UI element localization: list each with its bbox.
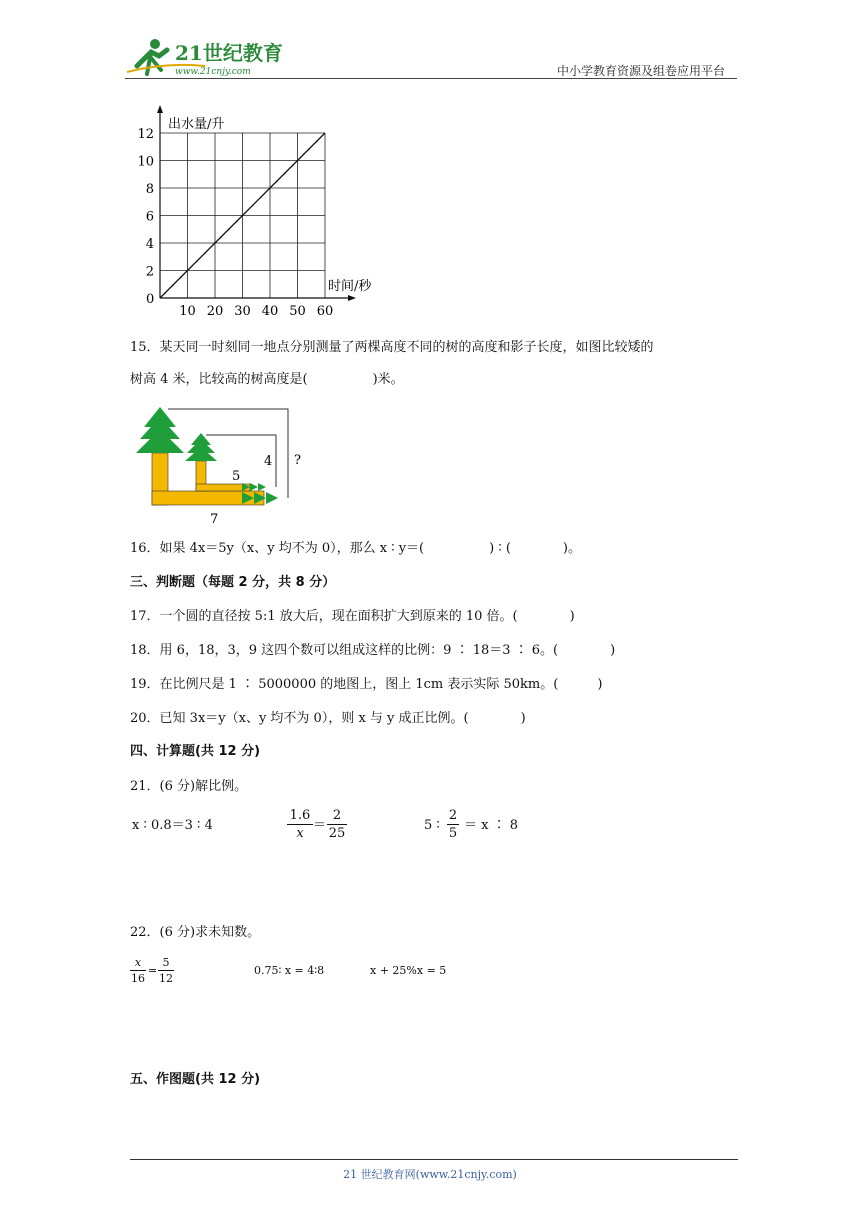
q21-eq3-fraction: 2 5 <box>448 808 458 841</box>
water-output-chart <box>130 100 390 315</box>
q21-eq3-left: 5 ∶ <box>424 818 440 833</box>
q22-equation-2: 0.75∶ x = 4∶8 <box>254 964 325 977</box>
x-tick-label: 10 <box>179 304 196 315</box>
q21-eq3-right: ＝ x ∶ 8 <box>464 818 518 833</box>
short-tree <box>185 433 266 491</box>
q19-text: 19．在比例尺是 1 ∶ 5000000 的地图上，图上 1cm 表示实际 50km。( ) <box>130 677 603 692</box>
q22-equation-3: x + 25%x = 5 <box>370 964 447 977</box>
footer-text[interactable]: 21 世纪教育网(www.21cnjy.com) <box>343 1168 517 1181</box>
y-tick-label: 12 <box>137 127 154 142</box>
section4-heading: 四、计算题(共 12 分) <box>130 744 261 759</box>
y-tick-label: 2 <box>145 264 154 280</box>
platform-name: 中小学教育资源及组卷应用平台 <box>556 64 725 78</box>
logo-url: www.21cnjy.com <box>175 67 251 77</box>
x-tick-label: 40 <box>261 304 279 315</box>
x-tick-label: 30 <box>234 304 251 315</box>
logo-text: 21世纪教育 <box>175 41 283 65</box>
y-axis-label: 出水量/升 <box>168 117 225 132</box>
origin-label: 0 <box>146 292 155 307</box>
q15-text-line2: 树高 4 米，比较高的树高度是( )米。 <box>130 372 404 387</box>
y-tick-label: 6 <box>145 209 154 225</box>
site-logo[interactable] <box>125 36 295 80</box>
q22-title: 22．(6 分)求未知数。 <box>130 925 261 940</box>
q16-text: 16．如果 4x＝5y（x、y 均不为 0），那么 x ∶ y＝( ) ∶ ( )。 <box>130 541 581 556</box>
q21-equation-1: x ∶ 0.8＝3 ∶ 4 <box>132 818 213 833</box>
q21-eq2-equals: ＝ <box>313 818 327 833</box>
q21-eq2-left-fraction: 1.6 x <box>287 808 313 841</box>
x-tick-label: 60 <box>316 304 334 315</box>
height-4: 4 <box>264 454 273 469</box>
trees-shadow-figure <box>130 405 320 530</box>
q22-eq1-equals: = <box>148 964 158 977</box>
y-axis-arrow-icon <box>157 105 163 113</box>
q21-eq2-right-fraction: 2 25 <box>328 808 346 841</box>
q20-text: 20．已知 3x＝y（x、y 均不为 0），则 x 与 y 成正比例。( ) <box>130 711 526 726</box>
x-tick-label: 20 <box>206 304 224 315</box>
header-divider <box>125 78 737 79</box>
q21-title: 21．(6 分)解比例。 <box>130 779 248 794</box>
y-tick-label: 4 <box>145 237 154 252</box>
x-axis-arrow-icon <box>348 295 356 301</box>
section3-heading: 三、判断题（每题 2 分，共 8 分） <box>130 575 336 590</box>
shadow-length-7: 7 <box>210 512 219 527</box>
unknown-height: ? <box>294 453 301 468</box>
q22-eq1-left-fraction: x 16 <box>131 956 145 985</box>
q15-text-line1: 15．某天同一时刻同一地点分别测量了两棵高度不同的树的高度和影子长度，如图比较矮的 <box>130 340 654 355</box>
footer-divider <box>130 1159 738 1160</box>
q18-text: 18．用 6，18，3，9 这四个数可以组成这样的比例：9 ∶ 18＝3 ∶ 6。( ) <box>130 643 616 658</box>
section5-heading: 五、作图题(共 12 分) <box>130 1072 261 1087</box>
x-axis-label: 时间/秒 <box>328 279 372 294</box>
q22-eq1-right-fraction: 5 12 <box>159 956 173 985</box>
x-tick-label: 50 <box>289 304 306 315</box>
y-tick-label: 8 <box>145 182 154 197</box>
q17-text: 17．一个圆的直径按 5:1 放大后，现在面积扩大到原来的 10 倍。( ) <box>130 609 575 624</box>
y-tick-label: 10 <box>137 154 154 170</box>
shadow-length-5: 5 <box>232 469 241 484</box>
